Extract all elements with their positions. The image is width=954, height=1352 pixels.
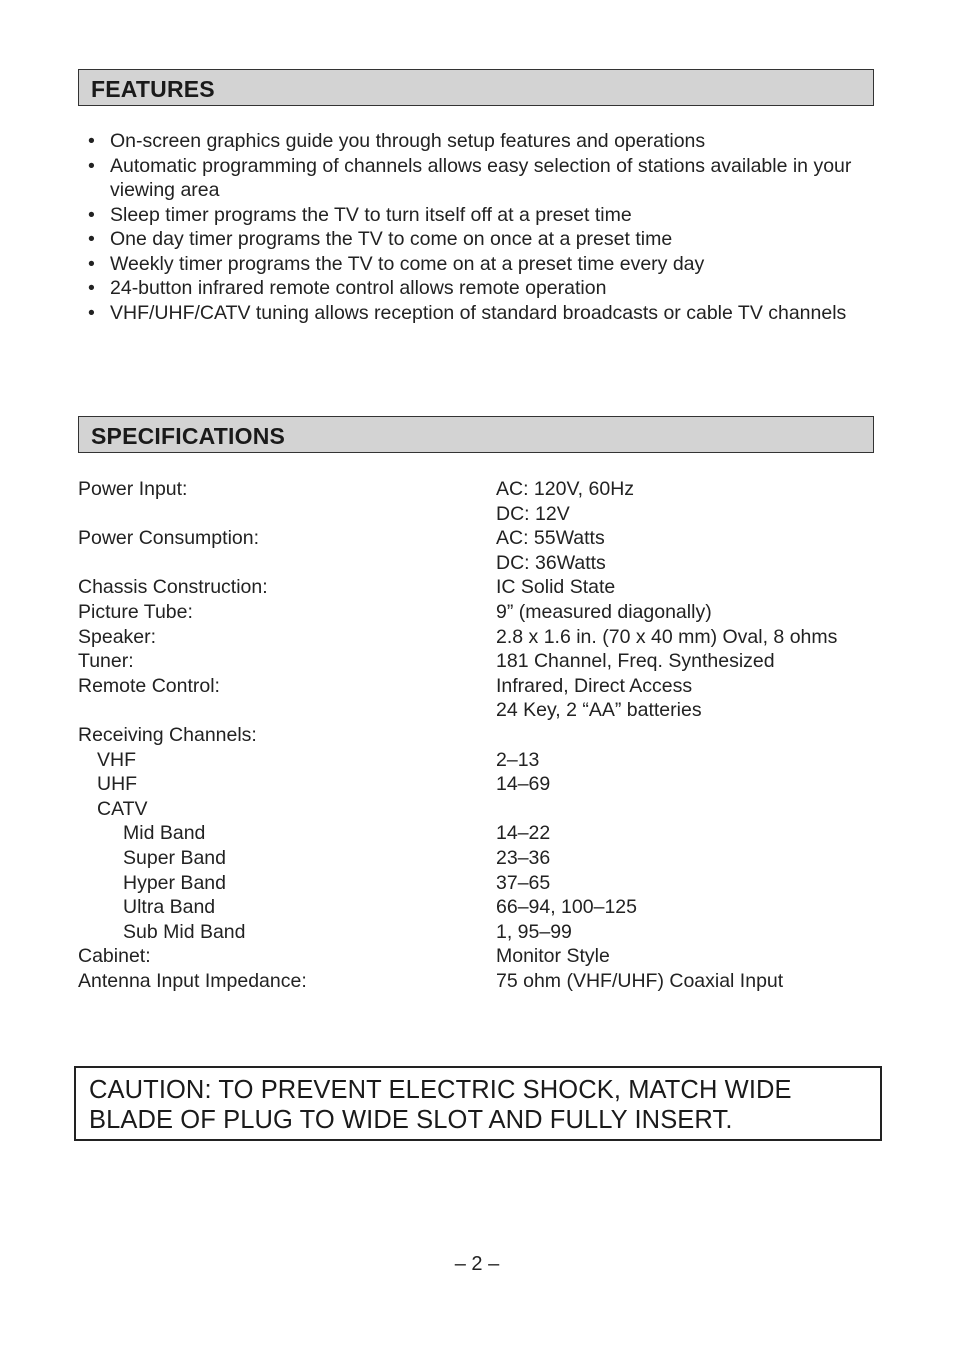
bullet-icon: • [88, 301, 95, 324]
caution-box [74, 1066, 882, 1141]
spec-row [78, 551, 878, 576]
spec-label: Speaker: [78, 625, 157, 648]
spec-label: Power Consumption: [78, 527, 260, 550]
feature-text: One day timer programs the TV to come on once at a preset time [110, 228, 673, 250]
bullet-icon: • [88, 252, 95, 275]
caution-text: CAUTION: TO PREVENT ELECTRIC SHOCK, MATCH WIDE BLADE OF PLUG TO WIDE SLOT AND FULLY INSERT. [89, 1076, 792, 1134]
features-list [88, 129, 888, 325]
feature-text: 24-button infrared remote control allows remote operation [110, 277, 607, 299]
spec-value: 66–94, 100–125 [496, 896, 637, 919]
spec-row [78, 674, 878, 699]
feature-item [88, 227, 888, 252]
bullet-icon: • [88, 130, 95, 152]
spec-row [78, 649, 878, 674]
features-header [78, 69, 874, 106]
spec-row [78, 821, 878, 846]
spec-label: Power Input: [78, 478, 188, 500]
spec-value: 181 Channel, Freq. Synthesized [496, 650, 775, 673]
spec-value: 24 Key, 2 “AA” batteries [496, 699, 702, 722]
spec-value: DC: 36Watts [496, 551, 606, 574]
spec-label: Mid Band [123, 822, 206, 845]
spec-value: 23–36 [496, 846, 551, 869]
spec-row [78, 846, 878, 871]
spec-row [78, 723, 878, 748]
feature-item [88, 301, 888, 326]
spec-value: 9” (measured diagonally) [496, 600, 712, 623]
page-number: – 2 – [454, 1253, 500, 1275]
spec-value: AC: 55Watts [496, 527, 605, 550]
spec-label: Picture Tube: [78, 600, 193, 623]
spec-value: 1, 95–99 [496, 920, 572, 943]
feature-text: Weekly timer programs the TV to come on at a preset time every day [110, 252, 705, 275]
spec-value: 37–65 [496, 871, 551, 894]
spec-row [78, 797, 878, 822]
feature-item [88, 203, 888, 228]
spec-row [78, 920, 878, 945]
spec-row [78, 502, 878, 527]
spec-label: Ultra Band [123, 896, 216, 919]
spec-label: Remote Control: [78, 674, 220, 697]
spec-label: Hyper Band [123, 871, 226, 894]
spec-value: 14–69 [496, 773, 551, 796]
spec-value: 2–13 [496, 748, 540, 771]
spec-label: Receiving Channels: [78, 723, 257, 746]
spec-row [78, 575, 878, 600]
bullet-icon: • [88, 203, 95, 226]
spec-row [78, 969, 878, 994]
spec-value: Infrared, Direct Access [496, 674, 693, 697]
feature-text: VHF/UHF/CATV tuning allows reception of standard broadcasts or cable TV channels [110, 301, 847, 324]
spec-label: VHF [97, 748, 136, 771]
spec-row [78, 526, 878, 551]
spec-value: DC: 12V [496, 502, 570, 525]
spec-label: Sub Mid Band [123, 920, 246, 943]
bullet-icon: • [88, 154, 95, 177]
features-title: FEATURES [91, 76, 215, 102]
spec-row [78, 698, 878, 723]
spec-row [78, 772, 878, 797]
feature-text: On-screen graphics guide you through setup features and operations [110, 130, 706, 152]
spec-row [78, 600, 878, 625]
spec-label: Antenna Input Impedance: [78, 969, 307, 992]
specifications-title: SPECIFICATIONS [91, 423, 286, 449]
spec-value: 75 ohm (VHF/UHF) Coaxial Input [496, 969, 784, 992]
spec-value: 2.8 x 1.6 in. (70 x 40 mm) Oval, 8 ohms [496, 625, 838, 648]
spec-label: Chassis Construction: [78, 576, 268, 599]
spec-label: CATV [97, 797, 148, 820]
bullet-icon: • [88, 277, 95, 299]
spec-row [78, 871, 878, 896]
feature-item [88, 252, 888, 277]
specifications-header [78, 416, 874, 453]
spec-value: IC Solid State [496, 576, 616, 599]
spec-row [78, 477, 878, 502]
spec-row [78, 748, 878, 773]
spec-label: Super Band [123, 846, 226, 869]
feature-text: Automatic programming of channels allows easy selection of stations available in your viewing area [110, 154, 852, 201]
feature-item [88, 276, 888, 301]
spec-label: Cabinet: [78, 945, 151, 968]
feature-text: Sleep timer programs the TV to turn itself off at a preset time [110, 203, 632, 226]
spec-value: Monitor Style [496, 945, 610, 968]
specifications-table [78, 477, 878, 993]
spec-row [78, 625, 878, 650]
spec-value: 14–22 [496, 822, 551, 845]
feature-item [88, 154, 888, 203]
feature-item [88, 129, 888, 154]
spec-label: Tuner: [78, 650, 134, 673]
spec-value: AC: 120V, 60Hz [496, 478, 635, 500]
spec-label: UHF [97, 773, 138, 796]
spec-row [78, 944, 878, 969]
bullet-icon: • [88, 228, 95, 250]
spec-row [78, 895, 878, 920]
